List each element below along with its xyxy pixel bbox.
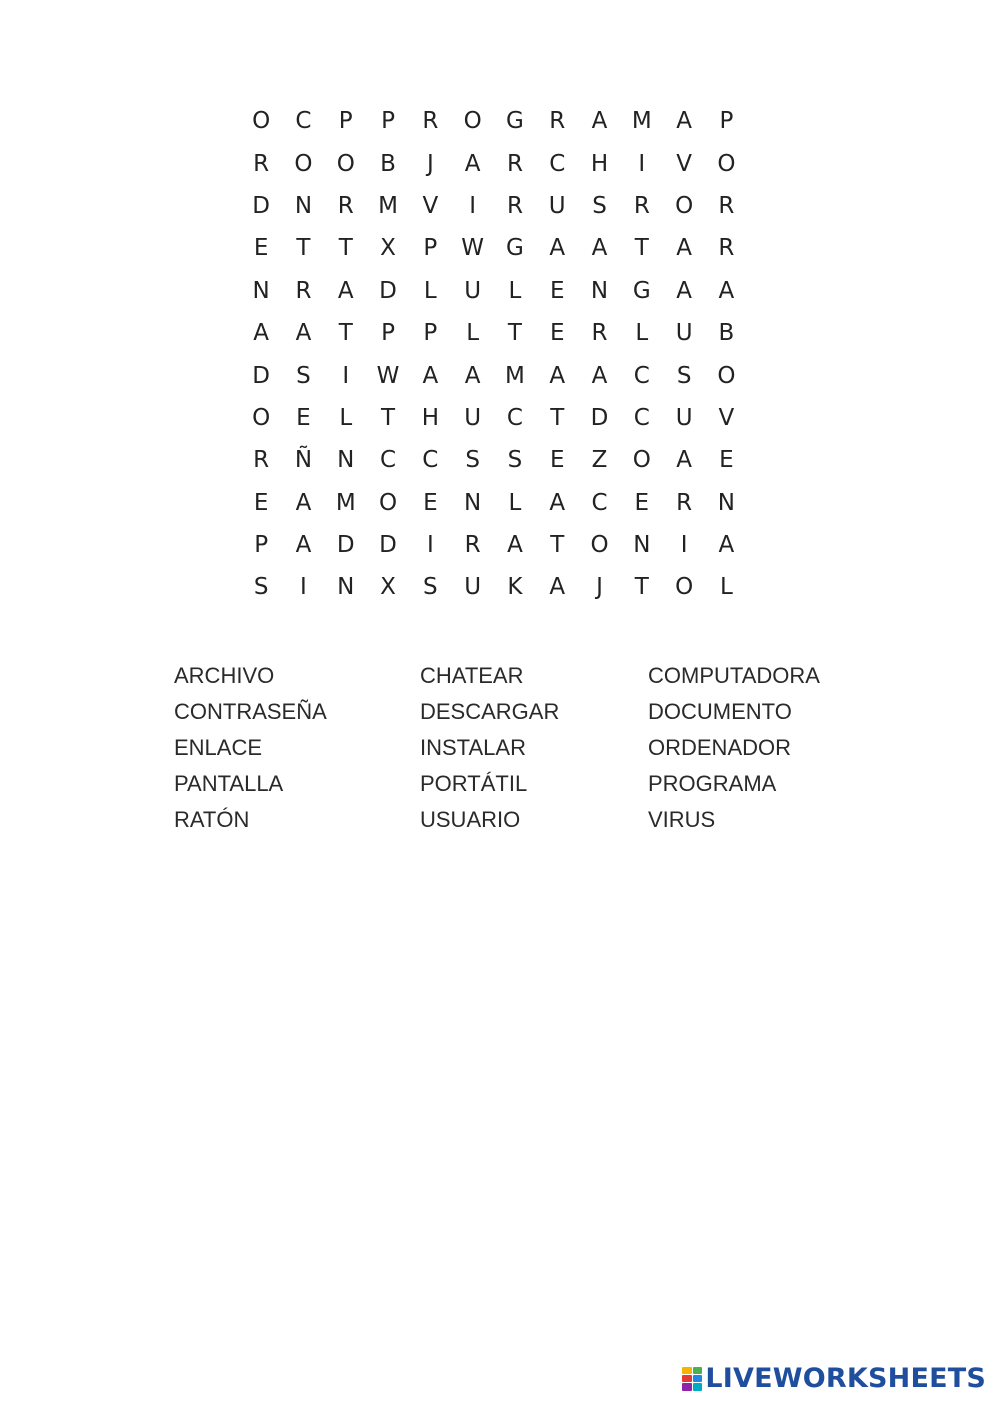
grid-cell[interactable]: E: [253, 235, 269, 262]
grid-cell[interactable]: S: [423, 574, 438, 601]
grid-cell[interactable]: O: [717, 150, 736, 177]
grid-cell[interactable]: V: [718, 404, 735, 431]
grid-cell[interactable]: E: [549, 447, 565, 474]
grid-row: [240, 482, 750, 524]
grid-cell[interactable]: A: [591, 235, 608, 262]
grid-row: [240, 270, 750, 312]
grid-cell[interactable]: L: [339, 404, 353, 431]
grid-cell[interactable]: T: [550, 404, 565, 431]
grid-cell[interactable]: E: [549, 277, 565, 304]
grid-cell[interactable]: R: [422, 108, 439, 135]
grid-cell[interactable]: I: [680, 532, 688, 559]
grid-cell[interactable]: D: [252, 192, 270, 219]
grid-row: [240, 185, 750, 227]
grid-cell[interactable]: G: [632, 277, 651, 304]
grid-cell[interactable]: L: [720, 574, 733, 601]
grid-cell[interactable]: M: [378, 192, 398, 219]
word-list-item: PANTALLA: [174, 771, 284, 796]
grid-cell[interactable]: N: [464, 489, 482, 516]
grid-cell[interactable]: U: [548, 192, 566, 219]
grid-row: [240, 397, 750, 439]
grid-cell[interactable]: H: [590, 150, 609, 177]
word-list-item: COMPUTADORA: [648, 663, 820, 688]
grid-cell[interactable]: A: [422, 362, 439, 389]
grid-cell[interactable]: D: [590, 404, 609, 431]
grid-cell[interactable]: O: [294, 150, 313, 177]
word-list-item: RATÓN: [174, 807, 250, 832]
word-list-item: USUARIO: [420, 807, 521, 832]
grid-cell[interactable]: V: [676, 150, 692, 177]
grid-cell[interactable]: A: [549, 489, 566, 516]
grid-cell[interactable]: T: [507, 320, 522, 347]
grid-cell[interactable]: C: [380, 447, 397, 474]
grid-cell[interactable]: A: [507, 532, 523, 559]
grid-row: [240, 227, 750, 269]
word-search-grid: [240, 100, 750, 609]
grid-cell[interactable]: T: [381, 404, 396, 431]
grid-row: [240, 439, 750, 481]
grid-cell[interactable]: T: [296, 235, 311, 262]
grid-cell[interactable]: E: [423, 489, 438, 516]
grid-cell[interactable]: C: [422, 447, 439, 474]
grid-cell[interactable]: C: [549, 150, 566, 177]
grid-cell[interactable]: N: [252, 277, 270, 304]
grid-cell[interactable]: R: [506, 192, 523, 219]
grid-cell[interactable]: A: [253, 320, 270, 347]
grid-row: [240, 312, 750, 354]
grid-cell[interactable]: Ñ: [294, 447, 313, 474]
grid-cell[interactable]: N: [633, 532, 651, 559]
grid-cell[interactable]: W: [376, 362, 400, 389]
grid-cell[interactable]: R: [253, 447, 270, 474]
grid-cell[interactable]: C: [295, 108, 312, 135]
grid-cell[interactable]: A: [718, 277, 735, 304]
grid-cell[interactable]: O: [675, 192, 694, 219]
grid-cell[interactable]: L: [635, 320, 649, 347]
grid-cell[interactable]: P: [381, 108, 395, 135]
word-list-item: PROGRAMA: [648, 771, 777, 796]
grid-cell[interactable]: L: [508, 277, 522, 304]
brand-name: LIVEWORKSHEETS: [705, 1363, 986, 1394]
grid-cell[interactable]: I: [342, 362, 350, 389]
grid-cell[interactable]: E: [253, 489, 269, 516]
grid-cell[interactable]: A: [718, 532, 735, 559]
grid-cell[interactable]: G: [506, 108, 524, 135]
grid-cell[interactable]: L: [423, 277, 437, 304]
grid-cell[interactable]: N: [717, 489, 736, 516]
grid-cell[interactable]: T: [550, 532, 565, 559]
grid-cell[interactable]: P: [338, 108, 353, 135]
grid-cell[interactable]: R: [676, 489, 693, 516]
grid-cell[interactable]: U: [464, 277, 482, 304]
grid-cell[interactable]: V: [422, 192, 439, 219]
grid-cell[interactable]: G: [506, 235, 524, 262]
grid-cell[interactable]: U: [464, 404, 482, 431]
grid-cell[interactable]: R: [718, 192, 735, 219]
grid-cell[interactable]: S: [253, 574, 269, 601]
word-list-item: CONTRASEÑA: [174, 699, 327, 724]
grid-cell[interactable]: T: [338, 235, 353, 262]
word-list-item: CHATEAR: [420, 663, 524, 688]
grid-cell[interactable]: I: [638, 150, 646, 177]
grid-cell[interactable]: T: [634, 574, 649, 601]
grid-cell[interactable]: X: [380, 574, 396, 601]
grid-cell[interactable]: T: [634, 235, 649, 262]
grid-cell[interactable]: R: [633, 192, 650, 219]
grid-cell[interactable]: A: [591, 108, 608, 135]
grid-cell[interactable]: R: [337, 192, 354, 219]
word-list-item: VIRUS: [648, 807, 716, 832]
grid-cell[interactable]: E: [634, 489, 650, 516]
grid-cell[interactable]: N: [337, 447, 355, 474]
grid-cell[interactable]: M: [335, 489, 356, 516]
grid-cell[interactable]: S: [676, 362, 692, 389]
grid-cell[interactable]: D: [336, 532, 355, 559]
grid-cell[interactable]: H: [421, 404, 439, 431]
grid-cell[interactable]: O: [378, 489, 398, 516]
grid-cell[interactable]: C: [591, 489, 608, 516]
word-list-item: ENLACE: [174, 735, 263, 760]
grid-cell[interactable]: J: [596, 574, 603, 601]
grid-cell[interactable]: B: [380, 150, 396, 177]
grid-row: [240, 524, 750, 566]
grid-cell[interactable]: O: [252, 108, 271, 135]
grid-cell[interactable]: A: [676, 277, 692, 304]
grid-cell[interactable]: M: [505, 362, 525, 389]
grid-cell[interactable]: T: [338, 320, 353, 347]
word-list: [174, 658, 874, 838]
grid-cell[interactable]: A: [295, 489, 312, 516]
grid-row: [240, 142, 750, 184]
grid-cell[interactable]: S: [465, 447, 480, 474]
grid-cell[interactable]: E: [719, 447, 734, 474]
grid-cell[interactable]: A: [549, 574, 566, 601]
grid-cell[interactable]: N: [294, 192, 313, 219]
grid-cell[interactable]: O: [632, 447, 651, 474]
grid-cell[interactable]: S: [296, 362, 311, 389]
grid-cell[interactable]: B: [718, 320, 735, 347]
word-list-item: DESCARGAR: [420, 699, 560, 724]
grid-row: [240, 566, 750, 608]
grid-cell[interactable]: C: [633, 404, 650, 431]
grid-cell[interactable]: D: [379, 532, 397, 559]
word-list-item: ARCHIVO: [174, 663, 275, 688]
grid-cell[interactable]: R: [718, 235, 735, 262]
grid-cell[interactable]: U: [464, 574, 482, 601]
grid-cell[interactable]: P: [381, 320, 395, 347]
grid-cell[interactable]: R: [549, 108, 566, 135]
grid-cell[interactable]: N: [590, 277, 609, 304]
grid-cell[interactable]: A: [295, 532, 312, 559]
grid-cell[interactable]: A: [676, 447, 692, 474]
grid-cell[interactable]: A: [549, 235, 566, 262]
grid-cell[interactable]: S: [507, 447, 523, 474]
grid-cell[interactable]: O: [252, 404, 271, 431]
liveworksheets-logo-icon: [682, 1367, 702, 1391]
grid-row: [240, 100, 750, 142]
word-list-item: INSTALAR: [420, 735, 526, 760]
grid-cell[interactable]: U: [675, 404, 693, 431]
grid-cell[interactable]: P: [254, 532, 269, 559]
grid-cell[interactable]: A: [337, 277, 354, 304]
grid-cell[interactable]: R: [295, 277, 312, 304]
word-list-item: PORTÁTIL: [420, 771, 528, 796]
grid-cell[interactable]: A: [464, 362, 481, 389]
grid-cell[interactable]: I: [300, 574, 307, 601]
grid-cell[interactable]: Z: [591, 447, 608, 474]
grid-cell[interactable]: L: [466, 320, 480, 347]
grid-cell[interactable]: K: [507, 574, 523, 601]
grid-cell[interactable]: N: [337, 574, 355, 601]
brand-footer: [682, 1363, 986, 1394]
grid-cell[interactable]: O: [717, 362, 736, 389]
grid-cell[interactable]: A: [295, 320, 312, 347]
grid-cell[interactable]: A: [676, 235, 692, 262]
grid-cell[interactable]: E: [549, 320, 565, 347]
grid-cell[interactable]: R: [464, 532, 481, 559]
grid-cell[interactable]: C: [506, 404, 523, 431]
grid-cell[interactable]: U: [675, 320, 693, 347]
grid-cell[interactable]: M: [631, 108, 652, 135]
grid-cell[interactable]: O: [463, 108, 482, 135]
grid-cell[interactable]: I: [426, 532, 434, 559]
grid-cell[interactable]: R: [506, 150, 523, 177]
grid-cell[interactable]: A: [464, 150, 481, 177]
grid-row: [240, 354, 750, 396]
grid-cell[interactable]: L: [508, 489, 522, 516]
grid-cell[interactable]: P: [423, 235, 438, 262]
grid-cell[interactable]: S: [592, 192, 607, 219]
grid-cell[interactable]: O: [675, 574, 694, 601]
grid-cell[interactable]: O: [336, 150, 355, 177]
word-list-item: DOCUMENTO: [648, 699, 792, 724]
grid-cell[interactable]: A: [591, 362, 608, 389]
grid-cell[interactable]: P: [719, 108, 734, 135]
grid-cell[interactable]: O: [590, 532, 609, 559]
grid-cell[interactable]: X: [380, 235, 396, 262]
grid-cell[interactable]: R: [591, 320, 608, 347]
grid-cell[interactable]: R: [253, 150, 270, 177]
grid-cell[interactable]: D: [379, 277, 397, 304]
grid-cell[interactable]: A: [549, 362, 566, 389]
grid-cell[interactable]: W: [461, 235, 484, 262]
grid-cell[interactable]: D: [252, 362, 270, 389]
word-list-item: ORDENADOR: [648, 735, 792, 760]
grid-cell[interactable]: I: [469, 192, 477, 219]
grid-cell[interactable]: P: [423, 320, 438, 347]
grid-cell[interactable]: J: [426, 150, 434, 177]
grid-cell[interactable]: E: [296, 404, 311, 431]
grid-cell[interactable]: A: [676, 108, 692, 135]
grid-cell[interactable]: C: [633, 362, 650, 389]
